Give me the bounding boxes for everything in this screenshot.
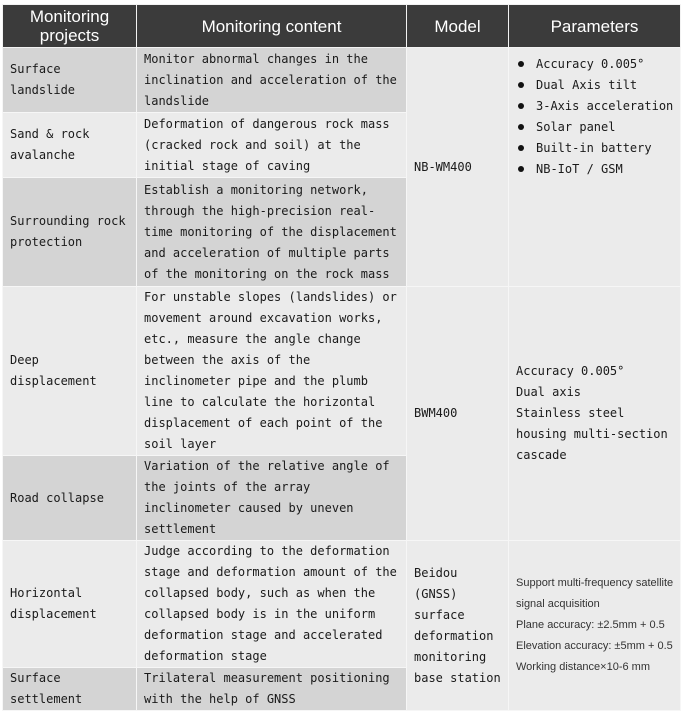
parameter-item: Accuracy 0.005° — [516, 364, 625, 378]
project-cell: Surface landslide — [3, 48, 137, 113]
content-cell: Monitor abnormal changes in the inclination and acceleration of the landslide — [137, 48, 407, 113]
parameter-item: Plane accuracy: ±2.5mm + 0.5 — [516, 619, 665, 631]
bullet-icon — [518, 82, 524, 88]
content-cell: For unstable slopes (landslides) or movement around excavation works, etc., measure the angle change between the axis of the inclinometer pipe and the plumb line to calculate the horizontal displacement of each point of the soil layer — [137, 287, 407, 456]
parameter-item: Working distance×10-6 mm — [516, 661, 650, 673]
table-row — [3, 48, 681, 113]
bullet-icon — [518, 103, 524, 109]
parameter-item: Accuracy 0.005° — [518, 54, 674, 75]
model-cell: BWM400 — [407, 287, 509, 541]
parameter-item: Support multi-frequency satellite signal acquisition — [516, 577, 674, 610]
parameter-item: Solar panel — [518, 117, 674, 138]
parameter-item: Dual Axis tilt — [518, 75, 674, 96]
parameter-item: Elevation accuracy: ±5mm + 0.5 — [516, 640, 673, 652]
parameters-cell — [509, 48, 681, 287]
content-cell: Judge according to the deformation stage and deformation amount of the collapsed body, such as when the collapsed body is in the uniform deformation stage and accelerated deformation stage — [137, 541, 407, 668]
project-cell: Surface settlement — [3, 668, 137, 711]
bullet-icon — [518, 124, 524, 130]
parameter-item: 3-Axis acceleration — [518, 96, 674, 117]
header-monitoring-content: Monitoring content — [137, 5, 407, 48]
content-cell: Deformation of dangerous rock mass (cracked rock and soil) at the initial stage of caving — [137, 113, 407, 178]
bullet-icon — [518, 166, 524, 172]
header-parameters: Parameters — [509, 5, 681, 48]
header-row — [3, 5, 681, 48]
content-cell: Variation of the relative angle of the joints of the array inclinometer caused by uneven settlement — [137, 456, 407, 541]
table-row — [3, 287, 681, 456]
parameters-cell — [509, 287, 681, 541]
project-cell: Horizontal displacement — [3, 541, 137, 668]
bullet-icon — [518, 61, 524, 67]
table-row — [3, 541, 681, 668]
content-cell: Trilateral measurement positioning with the help of GNSS — [137, 668, 407, 711]
project-cell: Surrounding rock protection — [3, 178, 137, 287]
monitoring-table — [2, 4, 681, 711]
parameter-item: Built-in battery — [518, 138, 674, 159]
parameter-item: Dual axis — [516, 385, 582, 399]
parameter-item: NB-IoT / GSM — [518, 159, 674, 180]
model-cell: Beidou (GNSS) surface deformation monitoring base station — [407, 541, 509, 711]
header-model: Model — [407, 5, 509, 48]
project-cell: Deep displacement — [3, 287, 137, 456]
project-cell: Road collapse — [3, 456, 137, 541]
table-header — [3, 5, 681, 48]
content-cell: Establish a monitoring network, through the high-precision real-time monitoring of the displacement and acceleration of multiple parts of the monitoring on the rock mass — [137, 178, 407, 287]
table-body — [3, 48, 681, 711]
header-monitoring-projects: Monitoring projects — [3, 5, 137, 48]
bullet-icon — [518, 145, 524, 151]
project-cell: Sand & rock avalanche — [3, 113, 137, 178]
parameters-cell — [509, 541, 681, 711]
parameter-item: Stainless steel housing multi-section cascade — [516, 406, 668, 462]
model-cell: NB-WM400 — [407, 48, 509, 287]
